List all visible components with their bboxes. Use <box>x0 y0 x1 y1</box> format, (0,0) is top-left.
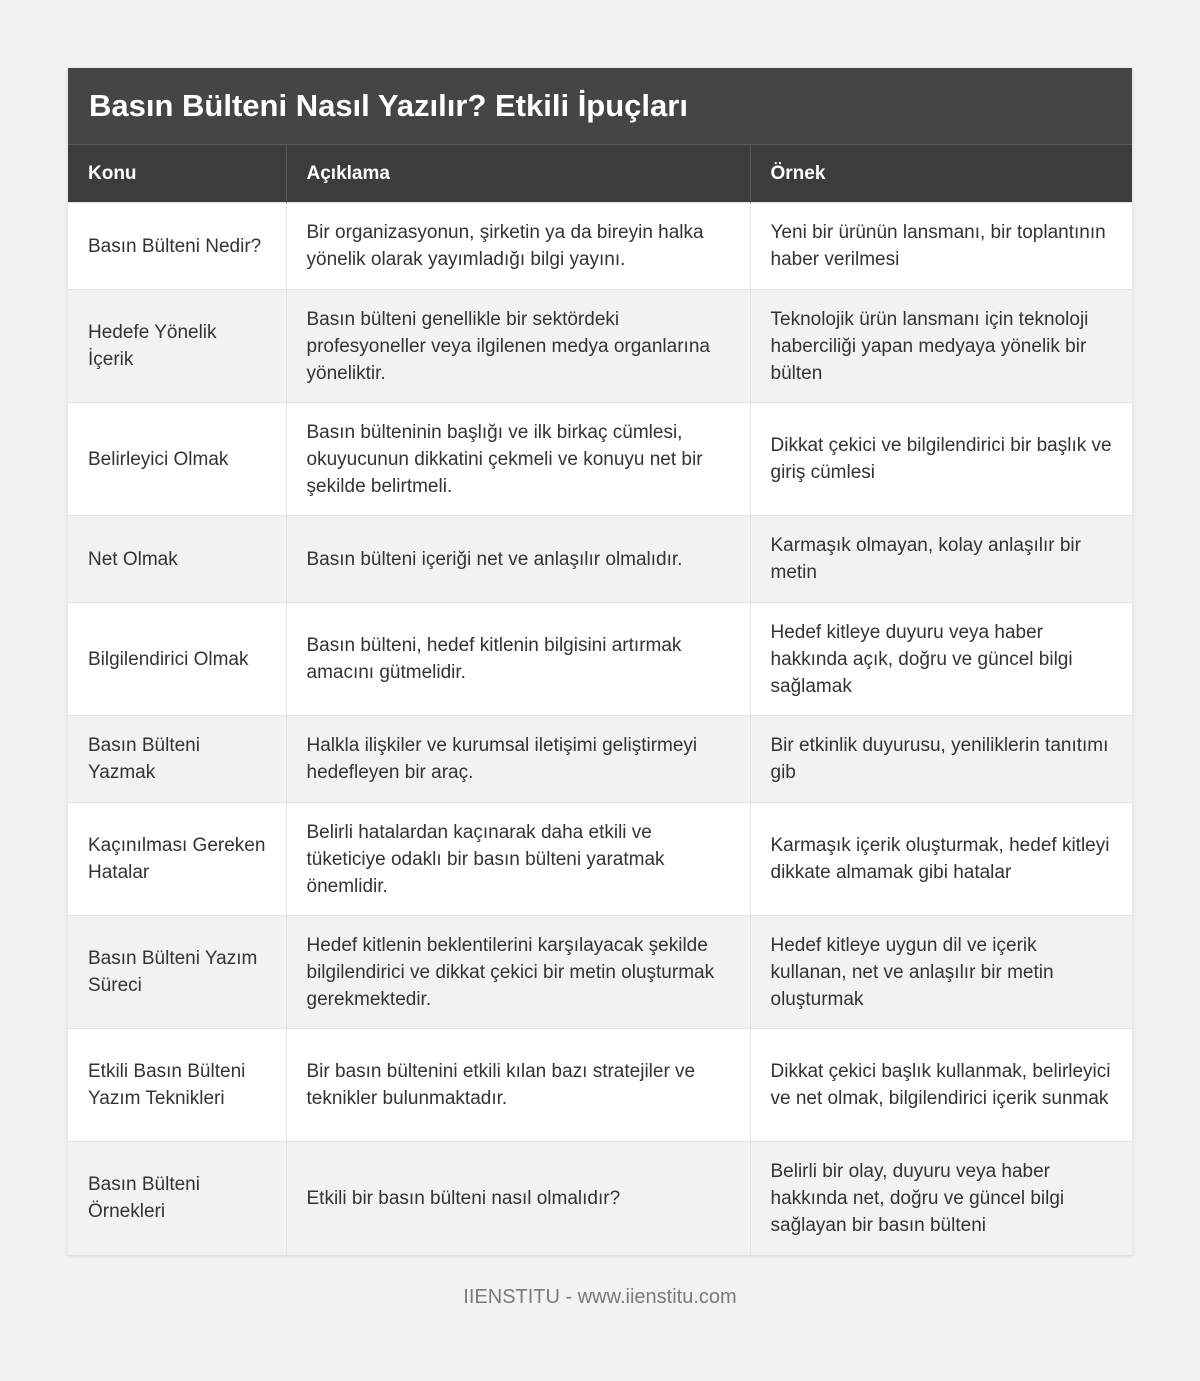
table-row <box>68 803 1132 916</box>
cell-ornek: Hedef kitleye duyuru veya haber hakkında açık, doğru ve güncel bilgi sağlamak <box>750 603 1132 716</box>
cell-aciklama: Hedef kitlenin beklentilerini karşılayacak şekilde bilgilendirici ve dikkat çekici bir metin oluşturmak gerekmektedir. <box>286 916 750 1029</box>
cell-ornek: Hedef kitleye uygun dil ve içerik kullanan, net ve anlaşılır bir metin oluşturmak <box>750 916 1132 1029</box>
cell-aciklama: Bir basın bültenini etkili kılan bazı stratejiler ve teknikler bulunmaktadır. <box>286 1029 750 1142</box>
column-header-ornek: Örnek <box>750 145 1132 203</box>
cell-ornek: Dikkat çekici ve bilgilendirici bir başlık ve giriş cümlesi <box>750 403 1132 516</box>
cell-ornek: Dikkat çekici başlık kullanmak, belirleyici ve net olmak, bilgilendirici içerik sunmak <box>750 1029 1132 1142</box>
content-card <box>68 68 1132 1255</box>
footer-credit: IIENSTITU - www.iienstitu.com <box>463 1286 737 1308</box>
table-row <box>68 916 1132 1029</box>
cell-ornek: Karmaşık içerik oluşturmak, hedef kitleyi dikkate almamak gibi hatalar <box>750 803 1132 916</box>
table-row <box>68 516 1132 603</box>
cell-aciklama: Basın bülteni genellikle bir sektördeki profesyoneller veya ilgilenen medya organlarına yöneliktir. <box>286 290 750 403</box>
cell-konu: Belirleyici Olmak <box>68 403 286 516</box>
cell-konu: Basın Bülteni Yazmak <box>68 716 286 803</box>
table-row <box>68 716 1132 803</box>
page-title: Basın Bülteni Nasıl Yazılır? Etkili İpuçları <box>68 68 1132 144</box>
cell-konu: Hedefe Yönelik İçerik <box>68 290 286 403</box>
cell-aciklama: Etkili bir basın bülteni nasıl olmalıdır? <box>286 1142 750 1255</box>
table-row <box>68 1142 1132 1255</box>
table-row <box>68 603 1132 716</box>
column-header-konu: Konu <box>68 145 286 203</box>
cell-konu: Basın Bülteni Yazım Süreci <box>68 916 286 1029</box>
table-header-row <box>68 145 1132 203</box>
cell-ornek: Teknolojik ürün lansmanı için teknoloji haberciliği yapan medyaya yönelik bir bülten <box>750 290 1132 403</box>
table-row <box>68 403 1132 516</box>
cell-konu: Net Olmak <box>68 516 286 603</box>
column-header-aciklama: Açıklama <box>286 145 750 203</box>
cell-konu: Bilgilendirici Olmak <box>68 603 286 716</box>
cell-aciklama: Basın bülteninin başlığı ve ilk birkaç cümlesi, okuyucunun dikkatini çekmeli ve konuyu net bir şekilde belirtmeli. <box>286 403 750 516</box>
cell-konu: Kaçınılması Gereken Hatalar <box>68 803 286 916</box>
cell-aciklama: Bir organizasyonun, şirketin ya da bireyin halka yönelik olarak yayımladığı bilgi yayını. <box>286 203 750 290</box>
cell-aciklama: Belirli hatalardan kaçınarak daha etkili ve tüketiciye odaklı bir basın bülteni yaratmak önemlidir. <box>286 803 750 916</box>
cell-konu: Etkili Basın Bülteni Yazım Teknikleri <box>68 1029 286 1142</box>
cell-aciklama: Basın bülteni, hedef kitlenin bilgisini artırmak amacını gütmelidir. <box>286 603 750 716</box>
cell-aciklama: Basın bülteni içeriği net ve anlaşılır olmalıdır. <box>286 516 750 603</box>
table-row <box>68 203 1132 290</box>
tips-table <box>68 144 1132 1255</box>
cell-ornek: Bir etkinlik duyurusu, yeniliklerin tanıtımı gib <box>750 716 1132 803</box>
table-row <box>68 1029 1132 1142</box>
cell-ornek: Karmaşık olmayan, kolay anlaşılır bir metin <box>750 516 1132 603</box>
cell-konu: Basın Bülteni Örnekleri <box>68 1142 286 1255</box>
table-row <box>68 290 1132 403</box>
cell-aciklama: Halkla ilişkiler ve kurumsal iletişimi geliştirmeyi hedefleyen bir araç. <box>286 716 750 803</box>
cell-ornek: Belirli bir olay, duyuru veya haber hakkında net, doğru ve güncel bilgi sağlayan bir basın bülteni <box>750 1142 1132 1255</box>
cell-ornek: Yeni bir ürünün lansmanı, bir toplantının haber verilmesi <box>750 203 1132 290</box>
cell-konu: Basın Bülteni Nedir? <box>68 203 286 290</box>
